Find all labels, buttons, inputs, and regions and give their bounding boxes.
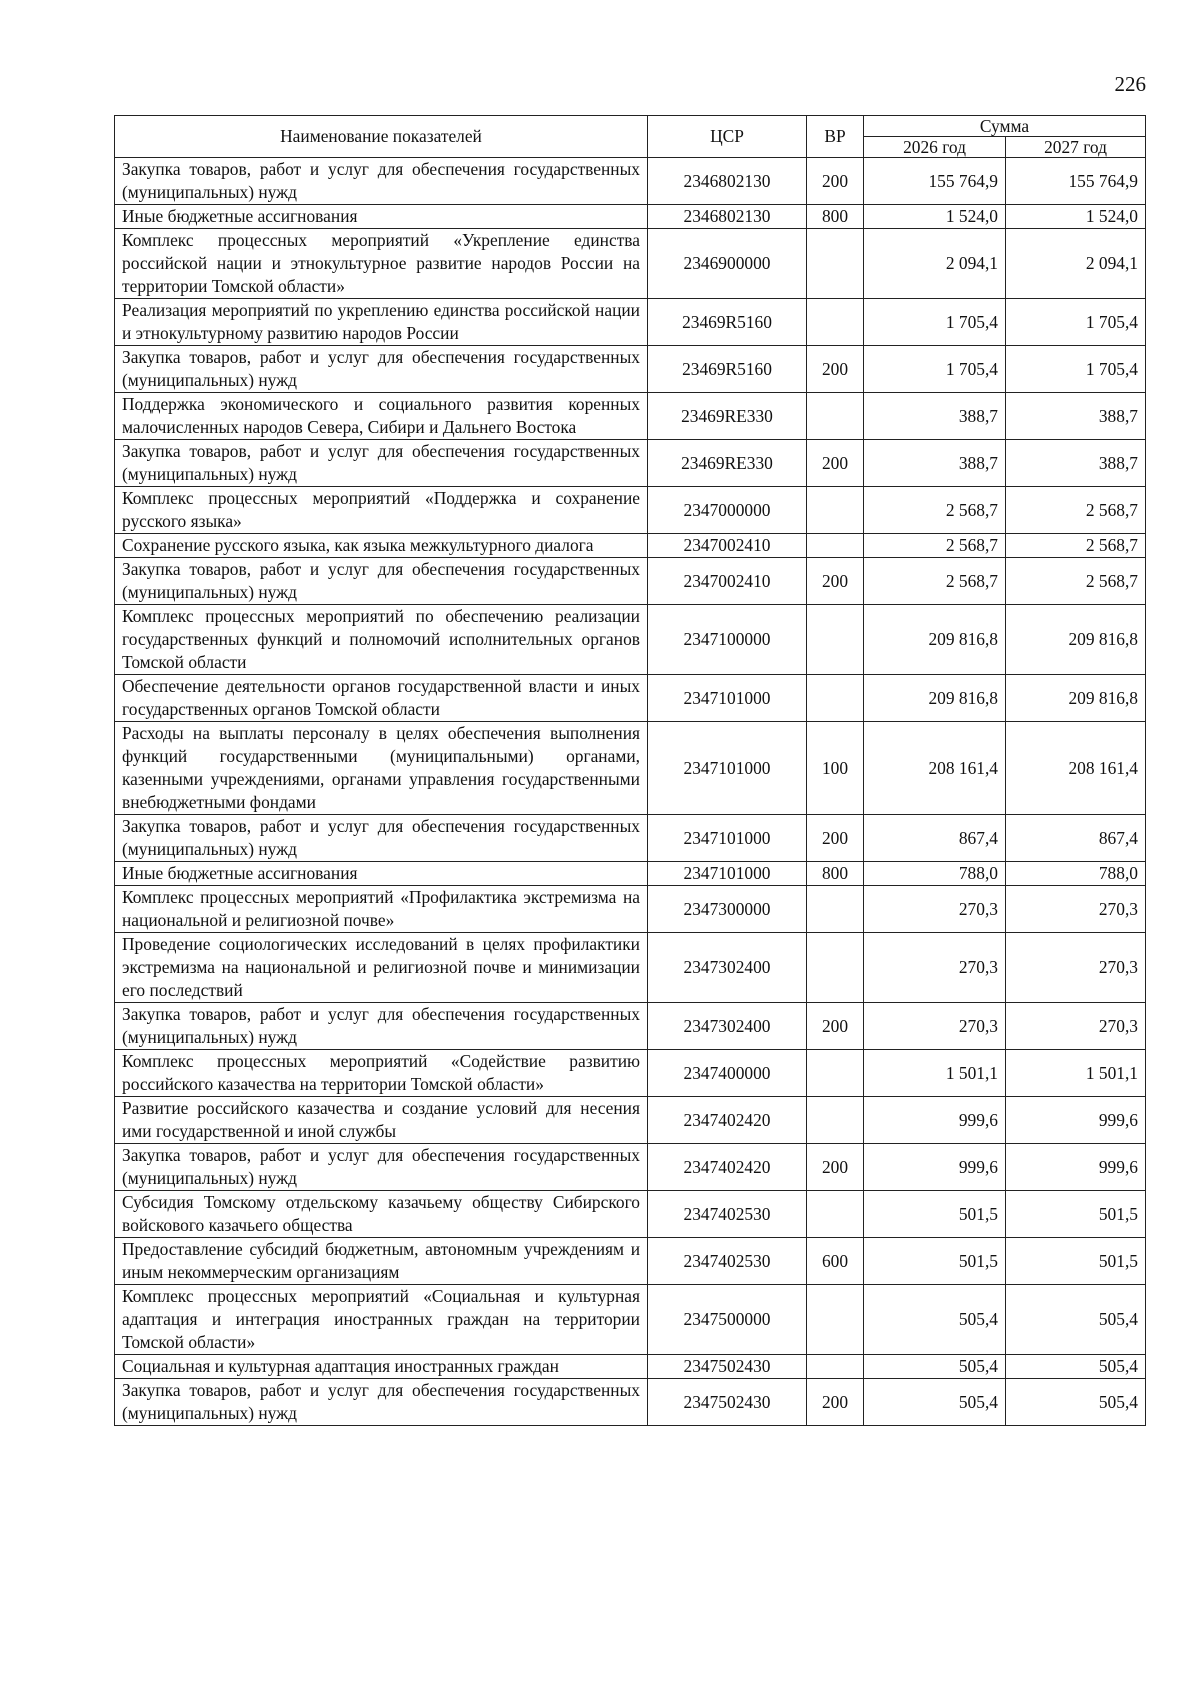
- row-csr: 23469RE330: [648, 440, 807, 487]
- row-vr: [807, 534, 864, 558]
- row-amount-2026: 270,3: [864, 933, 1006, 1003]
- row-amount-2026: 388,7: [864, 440, 1006, 487]
- table-row: [115, 299, 1146, 346]
- page-number: 226: [1114, 72, 1146, 96]
- row-amount-2027: 209 816,8: [1006, 675, 1146, 722]
- row-vr: [807, 1191, 864, 1238]
- table-row: [115, 440, 1146, 487]
- row-csr: 2347101000: [648, 815, 807, 862]
- row-amount-2027: 209 816,8: [1006, 605, 1146, 675]
- row-amount-2027: 208 161,4: [1006, 722, 1146, 815]
- row-vr: [807, 229, 864, 299]
- row-amount-2026: 388,7: [864, 393, 1006, 440]
- row-csr: 2347402420: [648, 1097, 807, 1144]
- row-vr: [807, 605, 864, 675]
- row-csr: 2347402530: [648, 1238, 807, 1285]
- table-row: [115, 1191, 1146, 1238]
- table-row: [115, 1238, 1146, 1285]
- header-sum: Сумма: [864, 116, 1146, 137]
- row-amount-2027: 270,3: [1006, 886, 1146, 933]
- row-amount-2026: 209 816,8: [864, 605, 1006, 675]
- budget-table: [114, 115, 1146, 1426]
- row-name: Комплекс процессных мероприятий «Укрепление единства российской нации и этнокультурное развитие народов России на территории Томской области»: [115, 229, 648, 299]
- table-row: [115, 815, 1146, 862]
- row-amount-2027: 2 568,7: [1006, 558, 1146, 605]
- row-csr: 2347300000: [648, 886, 807, 933]
- row-name: Иные бюджетные ассигнования: [115, 205, 648, 229]
- row-name: Субсидия Томскому отдельскому казачьему обществу Сибирского войскового казачьего общества: [115, 1191, 648, 1238]
- table-row: [115, 1050, 1146, 1097]
- row-name: Закупка товаров, работ и услуг для обеспечения государственных (муниципальных) нужд: [115, 558, 648, 605]
- row-vr: 600: [807, 1238, 864, 1285]
- table-row: [115, 534, 1146, 558]
- table-row: [115, 862, 1146, 886]
- row-vr: [807, 1355, 864, 1379]
- row-csr: 2347400000: [648, 1050, 807, 1097]
- table-row: [115, 886, 1146, 933]
- row-amount-2027: 388,7: [1006, 440, 1146, 487]
- row-vr: 200: [807, 815, 864, 862]
- table-row: [115, 558, 1146, 605]
- table-row: [115, 1379, 1146, 1426]
- table-row: [115, 346, 1146, 393]
- row-vr: 200: [807, 346, 864, 393]
- row-vr: 800: [807, 205, 864, 229]
- row-amount-2027: 505,4: [1006, 1355, 1146, 1379]
- row-csr: 2347002410: [648, 558, 807, 605]
- row-csr: 2347402420: [648, 1144, 807, 1191]
- row-amount-2026: 209 816,8: [864, 675, 1006, 722]
- table-row: [115, 1097, 1146, 1144]
- row-name: Реализация мероприятий по укреплению единства российской нации и этнокультурному развитию народов России: [115, 299, 648, 346]
- row-name: Поддержка экономического и социального развития коренных малочисленных народов Севера, Сибири и Дальнего Востока: [115, 393, 648, 440]
- row-vr: 200: [807, 1144, 864, 1191]
- row-amount-2026: 999,6: [864, 1097, 1006, 1144]
- table-row: [115, 229, 1146, 299]
- row-vr: [807, 1050, 864, 1097]
- row-vr: 800: [807, 862, 864, 886]
- row-csr: 2347100000: [648, 605, 807, 675]
- row-csr: 2346802130: [648, 158, 807, 205]
- table-body: [115, 158, 1146, 1426]
- row-name: Социальная и культурная адаптация иностранных граждан: [115, 1355, 648, 1379]
- row-csr: 2347002410: [648, 534, 807, 558]
- row-amount-2026: 999,6: [864, 1144, 1006, 1191]
- row-amount-2026: 2 568,7: [864, 558, 1006, 605]
- row-name: Иные бюджетные ассигнования: [115, 862, 648, 886]
- row-name: Комплекс процессных мероприятий «Поддержка и сохранение русского языка»: [115, 487, 648, 534]
- row-vr: [807, 1097, 864, 1144]
- header-name: Наименование показателей: [115, 116, 648, 158]
- row-amount-2027: 1 524,0: [1006, 205, 1146, 229]
- row-name: Комплекс процессных мероприятий «Социальная и культурная адаптация и интеграция иностранных граждан на территории Томской области»: [115, 1285, 648, 1355]
- row-csr: 2347101000: [648, 722, 807, 815]
- row-csr: 2347500000: [648, 1285, 807, 1355]
- row-vr: 200: [807, 1003, 864, 1050]
- row-name: Закупка товаров, работ и услуг для обеспечения государственных (муниципальных) нужд: [115, 1379, 648, 1426]
- row-vr: [807, 487, 864, 534]
- row-amount-2026: 1 705,4: [864, 299, 1006, 346]
- row-csr: 2347402530: [648, 1191, 807, 1238]
- header-year-2027: 2027 год: [1006, 137, 1146, 158]
- row-amount-2027: 270,3: [1006, 933, 1146, 1003]
- row-amount-2027: 867,4: [1006, 815, 1146, 862]
- table-row: [115, 933, 1146, 1003]
- row-name: Закупка товаров, работ и услуг для обеспечения государственных (муниципальных) нужд: [115, 158, 648, 205]
- row-csr: 2347101000: [648, 675, 807, 722]
- row-amount-2027: 999,6: [1006, 1097, 1146, 1144]
- row-amount-2027: 788,0: [1006, 862, 1146, 886]
- row-amount-2027: 2 094,1: [1006, 229, 1146, 299]
- row-csr: 2347502430: [648, 1355, 807, 1379]
- row-amount-2026: 788,0: [864, 862, 1006, 886]
- row-csr: 23469R5160: [648, 346, 807, 393]
- row-amount-2026: 505,4: [864, 1355, 1006, 1379]
- row-vr: 200: [807, 558, 864, 605]
- row-csr: 2347101000: [648, 862, 807, 886]
- table-row: [115, 393, 1146, 440]
- row-name: Обеспечение деятельности органов государственной власти и иных государственных органов Томской области: [115, 675, 648, 722]
- row-amount-2026: 1 501,1: [864, 1050, 1006, 1097]
- row-csr: 2347302400: [648, 933, 807, 1003]
- row-amount-2026: 2 568,7: [864, 487, 1006, 534]
- row-name: Комплекс процессных мероприятий по обеспечению реализации государственных функций и полномочий исполнительных органов Томской области: [115, 605, 648, 675]
- row-amount-2027: 1 705,4: [1006, 346, 1146, 393]
- row-name: Комплекс процессных мероприятий «Содействие развитию российского казачества на территории Томской области»: [115, 1050, 648, 1097]
- table-row: [115, 1355, 1146, 1379]
- row-csr: 2347502430: [648, 1379, 807, 1426]
- row-name: Расходы на выплаты персоналу в целях обеспечения выполнения функций государственными (муниципальными) органами, казенными учреждениями, органами управления государственными внебюджетными фондами: [115, 722, 648, 815]
- row-amount-2027: 999,6: [1006, 1144, 1146, 1191]
- row-csr: 2346802130: [648, 205, 807, 229]
- row-name: Предоставление субсидий бюджетным, автономным учреждениям и иным некоммерческим организациям: [115, 1238, 648, 1285]
- row-vr: [807, 299, 864, 346]
- row-vr: 100: [807, 722, 864, 815]
- table-row: [115, 1003, 1146, 1050]
- row-csr: 23469RE330: [648, 393, 807, 440]
- table-row: [115, 605, 1146, 675]
- row-amount-2027: 2 568,7: [1006, 487, 1146, 534]
- table-row: [115, 1144, 1146, 1191]
- header-year-2026: 2026 год: [864, 137, 1006, 158]
- row-amount-2026: 505,4: [864, 1379, 1006, 1426]
- row-amount-2027: 1 501,1: [1006, 1050, 1146, 1097]
- row-amount-2026: 270,3: [864, 886, 1006, 933]
- row-csr: 23469R5160: [648, 299, 807, 346]
- table-row: [115, 1285, 1146, 1355]
- row-csr: 2347302400: [648, 1003, 807, 1050]
- row-amount-2027: 501,5: [1006, 1191, 1146, 1238]
- row-amount-2027: 505,4: [1006, 1285, 1146, 1355]
- row-amount-2026: 867,4: [864, 815, 1006, 862]
- row-vr: 200: [807, 440, 864, 487]
- row-amount-2026: 1 524,0: [864, 205, 1006, 229]
- row-vr: [807, 933, 864, 1003]
- row-amount-2026: 208 161,4: [864, 722, 1006, 815]
- row-amount-2026: 1 705,4: [864, 346, 1006, 393]
- table-row: [115, 722, 1146, 815]
- row-amount-2027: 505,4: [1006, 1379, 1146, 1426]
- row-name: Закупка товаров, работ и услуг для обеспечения государственных (муниципальных) нужд: [115, 815, 648, 862]
- row-amount-2027: 270,3: [1006, 1003, 1146, 1050]
- row-amount-2026: 155 764,9: [864, 158, 1006, 205]
- row-amount-2026: 501,5: [864, 1191, 1006, 1238]
- row-amount-2026: 501,5: [864, 1238, 1006, 1285]
- row-amount-2026: 2 568,7: [864, 534, 1006, 558]
- row-amount-2027: 388,7: [1006, 393, 1146, 440]
- row-vr: [807, 393, 864, 440]
- row-vr: 200: [807, 1379, 864, 1426]
- row-name: Закупка товаров, работ и услуг для обеспечения государственных (муниципальных) нужд: [115, 1144, 648, 1191]
- row-csr: 2346900000: [648, 229, 807, 299]
- row-name: Закупка товаров, работ и услуг для обеспечения государственных (муниципальных) нужд: [115, 1003, 648, 1050]
- row-name: Комплекс процессных мероприятий «Профилактика экстремизма на национальной и религиозной почве»: [115, 886, 648, 933]
- row-name: Развитие российского казачества и создание условий для несения ими государственной и иной службы: [115, 1097, 648, 1144]
- table-row: [115, 487, 1146, 534]
- row-amount-2026: 505,4: [864, 1285, 1006, 1355]
- row-amount-2027: 501,5: [1006, 1238, 1146, 1285]
- row-name: Закупка товаров, работ и услуг для обеспечения государственных (муниципальных) нужд: [115, 440, 648, 487]
- table-header: [115, 116, 1146, 158]
- row-amount-2026: 2 094,1: [864, 229, 1006, 299]
- table-row: [115, 158, 1146, 205]
- row-name: Сохранение русского языка, как языка межкультурного диалога: [115, 534, 648, 558]
- header-vr: ВР: [807, 116, 864, 158]
- row-amount-2027: 1 705,4: [1006, 299, 1146, 346]
- header-csr: ЦСР: [648, 116, 807, 158]
- row-amount-2026: 270,3: [864, 1003, 1006, 1050]
- row-vr: [807, 675, 864, 722]
- row-vr: 200: [807, 158, 864, 205]
- row-amount-2027: 155 764,9: [1006, 158, 1146, 205]
- row-csr: 2347000000: [648, 487, 807, 534]
- table-row: [115, 205, 1146, 229]
- row-vr: [807, 886, 864, 933]
- row-vr: [807, 1285, 864, 1355]
- row-name: Закупка товаров, работ и услуг для обеспечения государственных (муниципальных) нужд: [115, 346, 648, 393]
- table-row: [115, 675, 1146, 722]
- row-name: Проведение социологических исследований в целях профилактики экстремизма на национальной и религиозной почве и минимизации его последствий: [115, 933, 648, 1003]
- row-amount-2027: 2 568,7: [1006, 534, 1146, 558]
